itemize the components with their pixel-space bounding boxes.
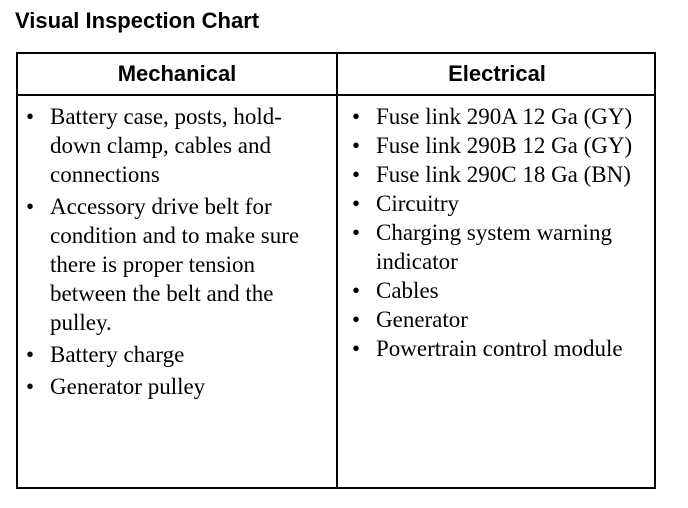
bullet-icon: • xyxy=(352,104,361,129)
list-item xyxy=(352,189,652,218)
list-item-text: Charging system warning indicator xyxy=(376,220,612,274)
list-item-text: Powertrain control module xyxy=(376,336,623,361)
mechanical-header: Mechanical xyxy=(117,61,237,86)
list-item xyxy=(26,102,330,189)
bullet-icon: • xyxy=(352,191,361,216)
bullet-icon: • xyxy=(352,336,361,361)
bullet-icon: • xyxy=(352,162,361,187)
bullet-icon: • xyxy=(26,194,35,219)
bullet-icon: • xyxy=(352,220,361,245)
electrical-header: Electrical xyxy=(448,61,546,86)
list-item xyxy=(26,372,330,401)
list-item xyxy=(352,276,652,305)
list-item-text: Fuse link 290A 12 Ga (GY) xyxy=(376,104,633,129)
inspection-table xyxy=(16,52,656,489)
bullet-icon: • xyxy=(352,133,361,158)
list-item-text: Fuse link 290C 18 Ga (BN) xyxy=(376,162,631,187)
list-item-text: Battery case, posts, hold-down clamp, cables and connections xyxy=(50,104,282,187)
mechanical-list xyxy=(26,102,330,401)
bullet-icon: • xyxy=(352,307,361,332)
list-item xyxy=(352,102,652,131)
list-item xyxy=(352,305,652,334)
list-item xyxy=(352,334,652,363)
bullet-icon: • xyxy=(26,342,35,367)
list-item-text: Accessory drive belt for condition and to make sure there is proper tension between the belt and the pulley. xyxy=(50,194,300,335)
list-item-text: Battery charge xyxy=(50,342,185,367)
page-title: Visual Inspection Chart xyxy=(15,8,260,33)
list-item xyxy=(26,340,330,369)
electrical-list xyxy=(352,102,652,363)
list-item xyxy=(352,131,652,160)
list-item xyxy=(352,218,652,276)
header-divider xyxy=(18,94,654,96)
list-item-text: Generator pulley xyxy=(50,374,206,399)
bullet-icon: • xyxy=(352,278,361,303)
bullet-icon: • xyxy=(26,374,35,399)
list-item-text: Circuitry xyxy=(376,191,460,216)
bullet-icon: • xyxy=(26,104,35,129)
list-item-text: Generator xyxy=(376,307,468,332)
list-item-text: Cables xyxy=(376,278,439,303)
list-item-text: Fuse link 290B 12 Ga (GY) xyxy=(376,133,633,158)
list-item xyxy=(26,192,330,337)
list-item xyxy=(352,160,652,189)
column-divider xyxy=(336,54,338,487)
